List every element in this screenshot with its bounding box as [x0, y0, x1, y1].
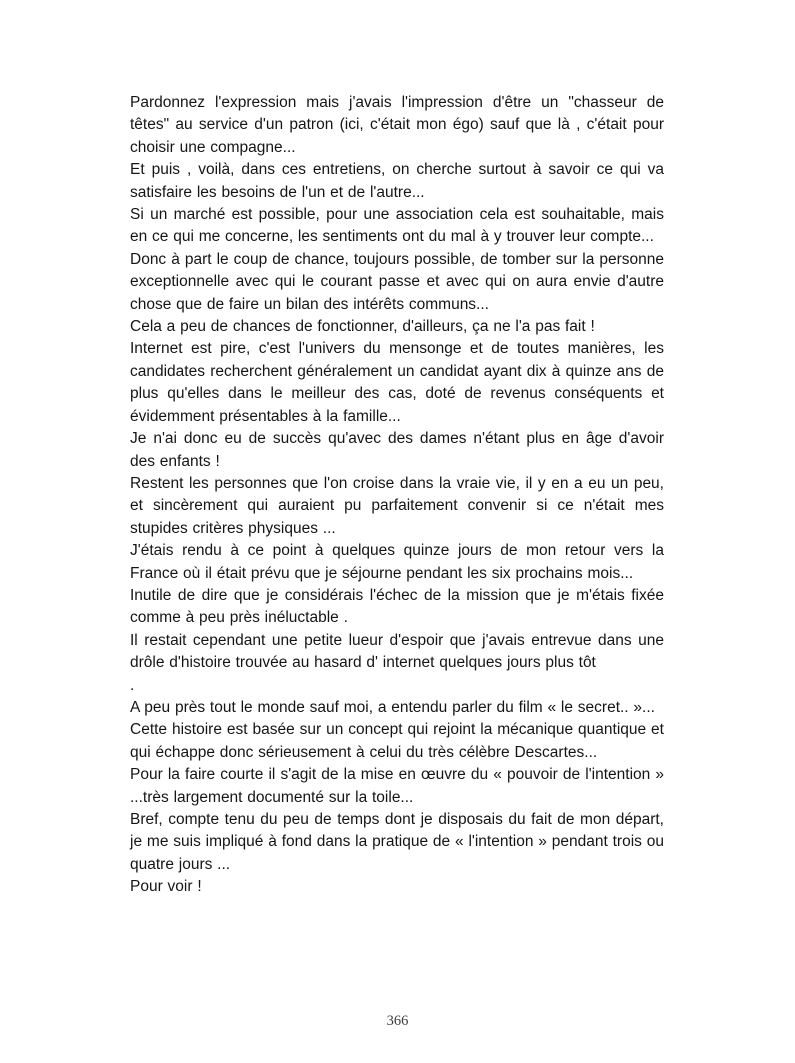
paragraph: Bref, compte tenu du peu de temps dont je disposais du fait de mon départ, je me suis impliqué à fond dans la pratique de « l'intention » pendant trois ou quatre jours ... [130, 811, 664, 873]
paragraph: Internet est pire, c'est l'univers du mensonge et de toutes manières, les candidates recherchent généralement un candidat ayant dix à quinze ans de plus qu'elles dans le meilleur des cas, doté de revenus conséquents et évidemment présentables à la famille... [130, 340, 664, 425]
paragraph: Inutile de dire que je considérais l'échec de la mission que je m'étais fixée comme à peu près inéluctable . [130, 586, 664, 627]
paragraph: Cette histoire est basée sur un concept qui rejoint la mécanique quantique et qui échappe donc sérieusement à celui du très célèbre Descartes... [130, 721, 664, 761]
paragraph: . [130, 676, 135, 694]
paragraph: Pardonnez l'expression mais j'avais l'impression d'être un "chasseur de têtes" au service d'un patron (ici, c'était mon égo) sauf que là , c'était pour choisir une compagne... [130, 94, 664, 156]
paragraph: Cela a peu de chances de fonctionner, d'ailleurs, ça ne l'a pas fait ! [130, 318, 595, 336]
paragraph: Pour voir ! [130, 878, 202, 896]
page-number: 366 [386, 1013, 409, 1029]
paragraph: Si un marché est possible, pour une association cela est souhaitable, mais en ce qui me concerne, les sentiments ont du mal à y trouver leur compte... [130, 206, 664, 246]
paragraph: Restent les personnes que l'on croise dans la vraie vie, il y en a eu un peu, et sincèrement qui auraient pu parfaitement convenir si ce n'était mes stupides critères physiques ... [130, 474, 664, 537]
paragraph: Pour la faire courte il s'agit de la mise en œuvre du « pouvoir de l'intention » ...très largement documenté sur la toile... [130, 766, 664, 806]
body-text [130, 92, 664, 899]
paragraph: Il restait cependant une petite lueur d'espoir que j'avais entrevue dans une drôle d'histoire trouvée au hasard d' internet quelques jours plus tôt [130, 631, 664, 672]
paragraph: Donc à part le coup de chance, toujours possible, de tomber sur la personne exceptionnelle avec qui le courant passe et avec qui on aura envie d'autre chose que de faire un bilan des intérêts communs... [130, 250, 664, 313]
paragraph: Je n'ai donc eu de succès qu'avec des dames n'étant plus en âge d'avoir des enfants ! [130, 430, 664, 470]
paragraph: J'étais rendu à ce point à quelques quinze jours de mon retour vers la France où il était prévu que je séjourne pendant les six prochains mois... [130, 542, 664, 582]
paragraph: A peu près tout le monde sauf moi, a entendu parler du film « le secret.. »... [130, 698, 655, 716]
paragraph: Et puis , voilà, dans ces entretiens, on cherche surtout à savoir ce qui va satisfaire les besoins de l'un et de l'autre... [130, 161, 664, 201]
